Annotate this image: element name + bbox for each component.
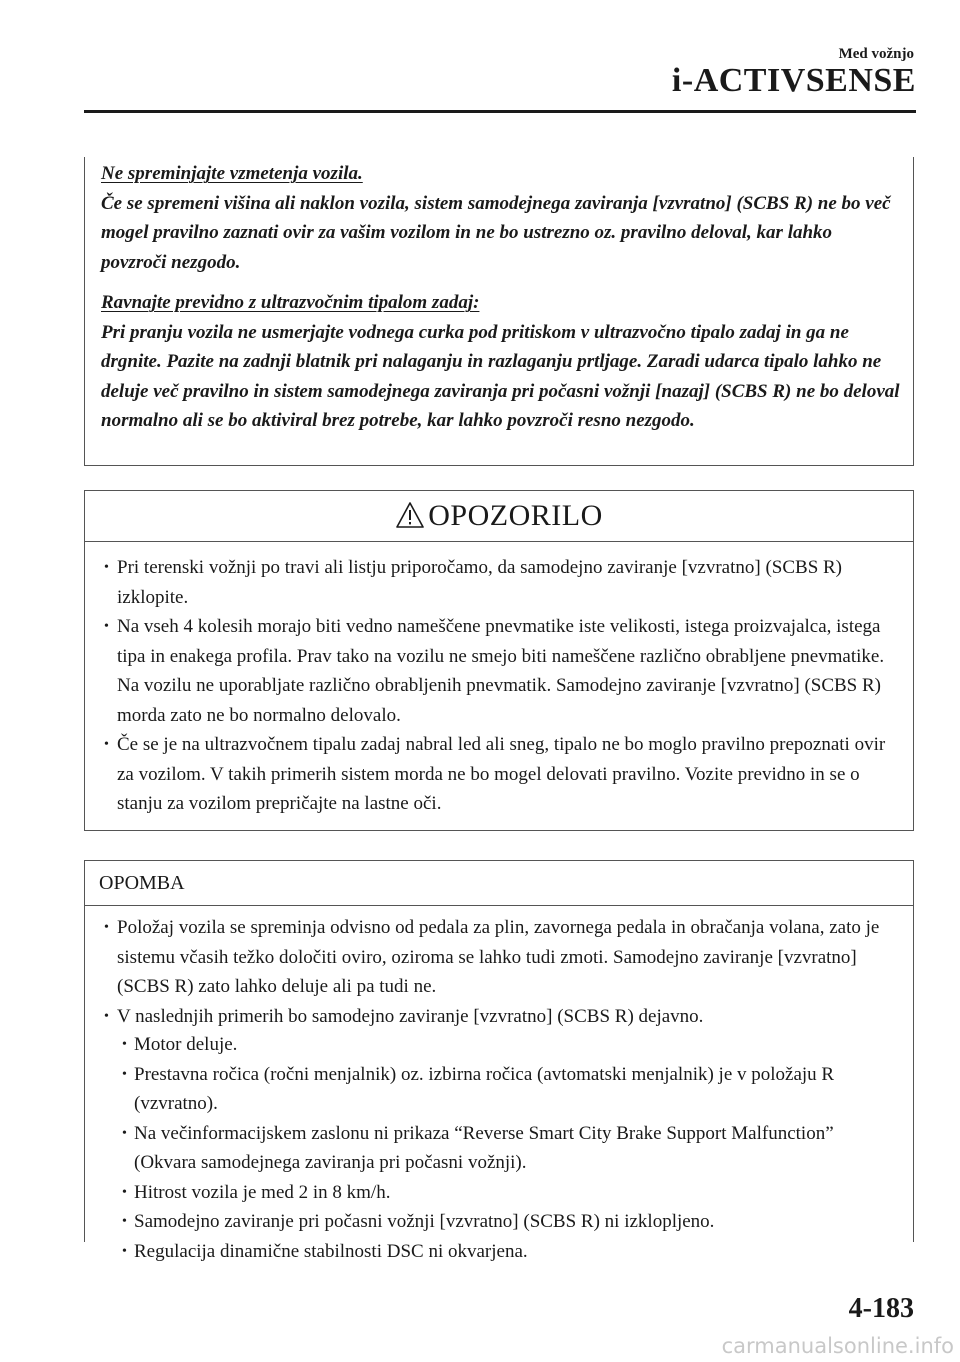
list-item-text: Če se je na ultrazvočnem tipalu zadaj nabral led ali sneg, tipalo ne bo moglo pravilno prepoznati ovir za vozilom. V takih primerih sistem morda ne bo mogel delovati pravilno. Vozite previdno in se o stanju za vozilom prepričajte na lastne oči.: [117, 734, 886, 814]
list-item: [85, 1002, 897, 1032]
note-list: [85, 913, 897, 1031]
bullet-icon: •: [104, 1008, 109, 1024]
sublist-item-text: Prestavna ročica (ročni menjalnik) oz. izbirna ročica (avtomatski menjalnik) je v položaju R (vzvratno).: [134, 1063, 835, 1114]
sublist-item: [84, 1119, 896, 1178]
list-item: [85, 913, 897, 1002]
bullet-icon: •: [104, 619, 109, 634]
bullet-icon: •: [104, 560, 109, 575]
warning-box: [84, 490, 914, 831]
list-item-text: V naslednjih primerih bo samodejno zaviranje [vzvratno] (SCBS R) dejavno.: [117, 1005, 704, 1027]
note-header: [85, 861, 913, 906]
warning-triangle-icon: [395, 501, 425, 529]
note-title: OPOMBA: [99, 871, 185, 894]
caution-body-1: Če se spremeni višina ali naklon vozila, sistem samodejnega zaviranja [vzvratno] (SCBS R) ne bo več mogel pravilno zaznati ovir za vašim vozilom in ne bo ustrezno oz. pravilno deloval, kar lahko povzroči nezgodo.: [101, 192, 891, 273]
header-rule: [84, 110, 916, 113]
sublist-item: [84, 1178, 896, 1208]
warning-header: [85, 491, 913, 542]
sublist-item-text: Samodejno zaviranje pri počasni vožnji [vzvratno] (SCBS R) ni izklopljeno.: [134, 1211, 715, 1232]
sublist-item: [84, 1030, 896, 1060]
page-number: 4-183: [848, 1293, 914, 1324]
caution-paragraph-2: [101, 288, 901, 436]
sublist-item: [84, 1237, 896, 1267]
list-item-text: Položaj vozila se spreminja odvisno od pedala za plin, zavornega pedala in obračanja volana, zato je sistemu včasih težko določiti oviro, oziroma se lahko tudi zmoti. Samodejno zaviranje [vzvratno] (SCBS R) zato lahko deluje ali pa tudi ne.: [117, 917, 880, 997]
bullet-icon: •: [122, 1243, 127, 1259]
bullet-icon: •: [122, 1066, 127, 1082]
list-item-text: Na vseh 4 kolesih morajo biti vedno nameščene pnevmatike iste velikosti, istega proizvajalca, istega tipa in enakega profila. Prav tako na vozilu ne smejo biti nameščene različno obrabljene pnevmatike. Na vozilu ne uporabljate različno obrabljenih pnevmatik. Samodejno zaviranje [vzvratno] (SCBS R) morda zato ne bo normalno delovalo.: [117, 616, 885, 726]
caution-continuation-box: [84, 157, 914, 466]
watermark: carmanualsonline.info: [721, 1334, 954, 1358]
note-sublist: [84, 1030, 896, 1266]
bullet-icon: •: [104, 737, 109, 752]
sublist-item-text: Motor deluje.: [134, 1034, 238, 1055]
sublist-item: [84, 1207, 896, 1237]
sublist-item: [84, 1060, 896, 1119]
list-item: [85, 730, 897, 819]
caution-heading-2: Ravnajte previdno z ultrazvočnim tipalom zadaj:: [101, 292, 480, 313]
caution-body-2: Pri pranju vozila ne usmerjajte vodnega curka pod pritiskom v ultrazvočno tipalo zadaj in ga ne drgnite. Pazite na zadnji blatnik pri nalaganju in razlaganju prtljage. Zaradi udarca tipalo lahko ne deluje več pravilno in sistem samodejnega zaviranja pri počasni vožnji [nazaj] (SCBS R) ne bo deloval normalno ali se bo aktiviral brez potrebe, kar lahko povzroči resno nezgodo.: [101, 321, 900, 431]
list-item-text: Pri terenski vožnji po travi ali listju priporočamo, da samodejno zaviranje [vzvratno] (SCBS R) izklopite.: [117, 557, 843, 608]
running-header-section: Med vožnjo: [838, 46, 914, 62]
sublist-item-text: Regulacija dinamične stabilnosti DSC ni okvarjena.: [134, 1240, 528, 1262]
caution-paragraph-1: [101, 159, 901, 277]
bullet-icon: •: [122, 1125, 127, 1141]
sublist-item-text: Hitrost vozila je med 2 in 8 km/h.: [134, 1181, 391, 1203]
list-item: [85, 612, 897, 730]
bullet-icon: •: [122, 1184, 127, 1200]
sublist-item-text: Na večinformacijskem zaslonu ni prikaza “Reverse Smart City Brake Support Malfunction” (Okvara samodejnega zaviranja pri počasni vožnji).: [134, 1122, 834, 1173]
warning-title: OPOZORILO: [428, 499, 603, 532]
running-header-title: i-ACTIVSENSE: [671, 62, 916, 99]
warning-list: [85, 553, 897, 819]
bullet-icon: •: [122, 1214, 127, 1229]
caution-heading-1: Ne spreminjajte vzmetenja vozila.: [101, 163, 363, 184]
bullet-icon: •: [104, 920, 109, 935]
bullet-icon: •: [122, 1037, 127, 1052]
list-item: [85, 553, 897, 612]
